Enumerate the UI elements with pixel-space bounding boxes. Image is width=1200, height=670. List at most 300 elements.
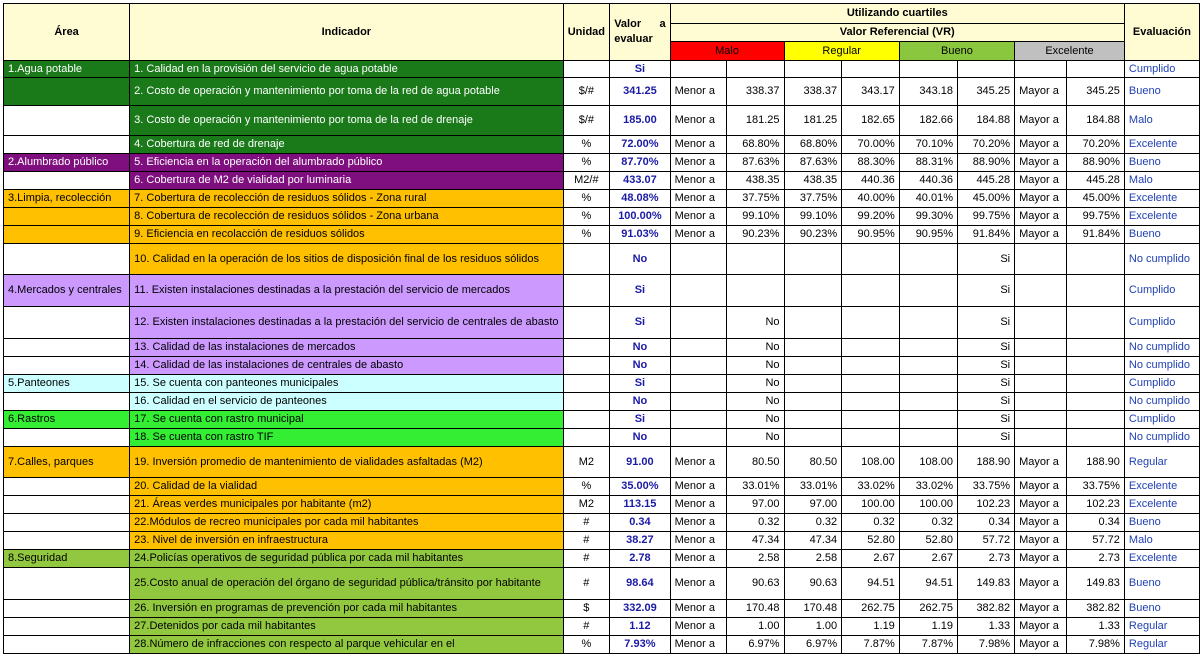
regular-low-cell: 2.58 [784, 550, 842, 568]
malo-value-cell: 87.63% [726, 154, 784, 172]
bueno-low-cell: 1.19 [899, 618, 957, 636]
excelente-value-cell [1067, 375, 1125, 393]
evaluation-cell: Cumplido [1124, 61, 1199, 78]
indicator-cell: 9. Eficiencia en recolacción de residuos sólidos [130, 226, 563, 244]
value-cell: 7.93% [610, 636, 670, 654]
malo-label-cell: Menor a [670, 478, 726, 496]
regular-high-cell: 2.67 [842, 550, 900, 568]
excelente-label-cell [1015, 244, 1067, 275]
bueno-low-cell [899, 275, 957, 307]
bueno-high-cell: 57.72 [958, 532, 1015, 550]
evaluation-cell: Cumplido [1124, 411, 1199, 429]
evaluation-cell: No cumplido [1124, 339, 1199, 357]
value-cell: 98.64 [610, 568, 670, 600]
malo-value-cell: 438.35 [726, 172, 784, 190]
excelente-value-cell: 1.33 [1067, 618, 1125, 636]
regular-high-cell: 440.36 [842, 172, 900, 190]
excelente-value-cell: 149.83 [1067, 568, 1125, 600]
bueno-high-cell: 445.28 [958, 172, 1015, 190]
table-row [4, 78, 1200, 106]
table-row [4, 496, 1200, 514]
regular-low-cell [784, 375, 842, 393]
bueno-low-cell [899, 244, 957, 275]
regular-low-cell [784, 244, 842, 275]
bueno-low-cell [899, 307, 957, 339]
indicator-cell: 2. Costo de operación y mantenimiento por toma de la red de agua potable [130, 78, 563, 106]
bueno-low-cell [899, 357, 957, 375]
bueno-high-cell: 102.23 [958, 496, 1015, 514]
table-row [4, 275, 1200, 307]
regular-low-cell: 90.23% [784, 226, 842, 244]
evaluation-cell: Cumplido [1124, 375, 1199, 393]
malo-label-cell: Menor a [670, 78, 726, 106]
bueno-high-cell: Si [958, 411, 1015, 429]
table-row [4, 61, 1200, 78]
band-excelente: Excelente [1015, 42, 1125, 61]
table-row [4, 636, 1200, 654]
area-cell [4, 618, 130, 636]
malo-label-cell [670, 244, 726, 275]
indicator-cell: 14. Calidad de las instalaciones de centrales de abasto [130, 357, 563, 375]
malo-value-cell: No [726, 393, 784, 411]
value-cell: 113.15 [610, 496, 670, 514]
malo-label-cell: Menor a [670, 532, 726, 550]
regular-low-cell: 0.32 [784, 514, 842, 532]
evaluation-cell: No cumplido [1124, 393, 1199, 411]
bueno-low-cell [899, 375, 957, 393]
malo-label-cell [670, 339, 726, 357]
value-cell: No [610, 244, 670, 275]
bueno-high-cell: 188.90 [958, 447, 1015, 478]
regular-low-cell [784, 339, 842, 357]
indicator-cell: 24.Policías operativos de seguridad pública por cada mil habitantes [130, 550, 563, 568]
header-utilizando-cuartiles: Utilizando cuartiles [670, 4, 1124, 24]
unit-cell: # [563, 568, 610, 600]
unit-cell [563, 411, 610, 429]
excelente-label-cell [1015, 375, 1067, 393]
regular-high-cell: 94.51 [842, 568, 900, 600]
unit-cell: % [563, 478, 610, 496]
area-cell: 5.Panteones [4, 375, 130, 393]
table-row [4, 447, 1200, 478]
excelente-value-cell [1067, 307, 1125, 339]
excelente-value-cell: 7.98% [1067, 636, 1125, 654]
table-row [4, 375, 1200, 393]
malo-value-cell: 80.50 [726, 447, 784, 478]
area-cell: 3.Limpia, recolección [4, 190, 130, 208]
evaluation-cell: Malo [1124, 106, 1199, 136]
malo-label-cell: Menor a [670, 447, 726, 478]
evaluation-cell: Excelente [1124, 550, 1199, 568]
malo-value-cell: 1.00 [726, 618, 784, 636]
excelente-value-cell [1067, 339, 1125, 357]
malo-value-cell: No [726, 357, 784, 375]
indicator-cell: 6. Cobertura de M2 de vialidad por luminaria [130, 172, 563, 190]
bueno-high-cell: 33.75% [958, 478, 1015, 496]
bueno-low-cell: 88.31% [899, 154, 957, 172]
evaluation-cell: Bueno [1124, 226, 1199, 244]
regular-high-cell: 343.17 [842, 78, 900, 106]
header-unidad: Unidad [563, 4, 610, 61]
regular-low-cell [784, 275, 842, 307]
excelente-value-cell: 45.00% [1067, 190, 1125, 208]
value-cell: 332.09 [610, 600, 670, 618]
regular-high-cell [842, 244, 900, 275]
regular-high-cell [842, 275, 900, 307]
regular-low-cell [784, 307, 842, 339]
regular-high-cell: 52.80 [842, 532, 900, 550]
regular-high-cell: 40.00% [842, 190, 900, 208]
value-cell: 0.34 [610, 514, 670, 532]
regular-high-cell [842, 393, 900, 411]
excelente-value-cell: 88.90% [1067, 154, 1125, 172]
malo-value-cell: 170.48 [726, 600, 784, 618]
malo-label-cell [670, 411, 726, 429]
malo-label-cell: Menor a [670, 600, 726, 618]
excelente-value-cell [1067, 244, 1125, 275]
malo-value-cell: 37.75% [726, 190, 784, 208]
area-cell: 6.Rastros [4, 411, 130, 429]
regular-high-cell [842, 357, 900, 375]
unit-cell: # [563, 550, 610, 568]
malo-label-cell: Menor a [670, 226, 726, 244]
indicator-cell: 17. Se cuenta con rastro municipal [130, 411, 563, 429]
area-cell [4, 496, 130, 514]
malo-value-cell [726, 61, 784, 78]
regular-high-cell: 33.02% [842, 478, 900, 496]
value-cell: No [610, 393, 670, 411]
evaluation-cell: Cumplido [1124, 275, 1199, 307]
regular-high-cell: 108.00 [842, 447, 900, 478]
value-cell: 100.00% [610, 208, 670, 226]
value-cell: Si [610, 411, 670, 429]
indicator-cell: 7. Cobertura de recolección de residuos sólidos - Zona rural [130, 190, 563, 208]
band-bueno: Bueno [899, 42, 1014, 61]
malo-value-cell: No [726, 339, 784, 357]
bueno-high-cell: Si [958, 393, 1015, 411]
regular-high-cell: 90.95% [842, 226, 900, 244]
table-row [4, 618, 1200, 636]
bueno-low-cell: 40.01% [899, 190, 957, 208]
bueno-high-cell: 91.84% [958, 226, 1015, 244]
regular-low-cell: 37.75% [784, 190, 842, 208]
value-cell: 341.25 [610, 78, 670, 106]
unit-cell [563, 275, 610, 307]
value-cell: Si [610, 307, 670, 339]
table-row [4, 339, 1200, 357]
band-regular: Regular [784, 42, 899, 61]
excelente-label-cell [1015, 61, 1067, 78]
area-cell [4, 226, 130, 244]
malo-value-cell: 68.80% [726, 136, 784, 154]
excelente-value-cell [1067, 429, 1125, 447]
excelente-value-cell: 188.90 [1067, 447, 1125, 478]
bueno-high-cell: 99.75% [958, 208, 1015, 226]
malo-value-cell: 47.34 [726, 532, 784, 550]
regular-low-cell [784, 429, 842, 447]
bueno-high-cell: Si [958, 375, 1015, 393]
bueno-high-cell: Si [958, 339, 1015, 357]
value-cell: 38.27 [610, 532, 670, 550]
evaluation-cell: No cumplido [1124, 244, 1199, 275]
malo-value-cell: 6.97% [726, 636, 784, 654]
indicator-cell: 3. Costo de operación y mantenimiento por toma de la red de drenaje [130, 106, 563, 136]
excelente-value-cell: 33.75% [1067, 478, 1125, 496]
regular-high-cell: 1.19 [842, 618, 900, 636]
evaluation-cell: Excelente [1124, 208, 1199, 226]
table-row [4, 478, 1200, 496]
table-row [4, 514, 1200, 532]
area-cell [4, 532, 130, 550]
table-row [4, 532, 1200, 550]
value-cell: Si [610, 275, 670, 307]
area-cell [4, 244, 130, 275]
regular-high-cell: 262.75 [842, 600, 900, 618]
bueno-low-cell [899, 339, 957, 357]
value-cell: 91.00 [610, 447, 670, 478]
malo-label-cell: Menor a [670, 106, 726, 136]
indicator-cell: 28.Número de infracciones con respecto al parque vehicular en el [130, 636, 563, 654]
table-row [4, 106, 1200, 136]
unit-cell: % [563, 636, 610, 654]
evaluation-cell: Regular [1124, 636, 1199, 654]
excelente-value-cell: 70.20% [1067, 136, 1125, 154]
area-cell [4, 478, 130, 496]
excelente-label-cell: Mayor a [1015, 208, 1067, 226]
excelente-value-cell: 99.75% [1067, 208, 1125, 226]
regular-low-cell: 80.50 [784, 447, 842, 478]
excelente-value-cell [1067, 411, 1125, 429]
excelente-value-cell: 445.28 [1067, 172, 1125, 190]
bueno-high-cell: Si [958, 244, 1015, 275]
bueno-high-cell: 149.83 [958, 568, 1015, 600]
bueno-low-cell [899, 61, 957, 78]
bueno-high-cell: Si [958, 357, 1015, 375]
regular-low-cell: 68.80% [784, 136, 842, 154]
value-cell: 1.12 [610, 618, 670, 636]
excelente-value-cell: 102.23 [1067, 496, 1125, 514]
area-cell [4, 600, 130, 618]
indicator-cell: 13. Calidad de las instalaciones de mercados [130, 339, 563, 357]
indicator-cell: 5. Eficiencia en la operación del alumbrado público [130, 154, 563, 172]
unit-cell: M2 [563, 447, 610, 478]
band-malo: Malo [670, 42, 784, 61]
excelente-label-cell [1015, 411, 1067, 429]
regular-low-cell [784, 393, 842, 411]
area-cell [4, 106, 130, 136]
excelente-label-cell: Mayor a [1015, 78, 1067, 106]
evaluation-cell: Excelente [1124, 136, 1199, 154]
indicator-cell: 22.Módulos de recreo municipales por cada mil habitantes [130, 514, 563, 532]
malo-value-cell: 90.63 [726, 568, 784, 600]
evaluation-cell: No cumplido [1124, 357, 1199, 375]
bueno-low-cell: 440.36 [899, 172, 957, 190]
bueno-low-cell [899, 429, 957, 447]
value-cell: 35.00% [610, 478, 670, 496]
area-cell [4, 307, 130, 339]
evaluation-cell: Regular [1124, 447, 1199, 478]
bueno-high-cell: 88.90% [958, 154, 1015, 172]
unit-cell [563, 61, 610, 78]
indicator-cell: 4. Cobertura de red de drenaje [130, 136, 563, 154]
value-cell: No [610, 339, 670, 357]
bueno-high-cell: Si [958, 429, 1015, 447]
unit-cell: M2 [563, 496, 610, 514]
regular-low-cell: 33.01% [784, 478, 842, 496]
table-row [4, 244, 1200, 275]
regular-low-cell: 181.25 [784, 106, 842, 136]
indicator-cell: 20. Calidad de la vialidad [130, 478, 563, 496]
regular-high-cell: 88.30% [842, 154, 900, 172]
regular-high-cell [842, 429, 900, 447]
malo-value-cell: 33.01% [726, 478, 784, 496]
table-row [4, 393, 1200, 411]
excelente-label-cell [1015, 357, 1067, 375]
regular-low-cell [784, 357, 842, 375]
table-row [4, 411, 1200, 429]
excelente-value-cell: 382.82 [1067, 600, 1125, 618]
excelente-label-cell: Mayor a [1015, 514, 1067, 532]
bueno-high-cell [958, 61, 1015, 78]
table-row [4, 357, 1200, 375]
indicator-cell: 23. Nivel de inversión en infraestructura [130, 532, 563, 550]
indicator-cell: 15. Se cuenta con panteones municipales [130, 375, 563, 393]
regular-low-cell: 87.63% [784, 154, 842, 172]
malo-label-cell [670, 375, 726, 393]
excelente-label-cell: Mayor a [1015, 478, 1067, 496]
indicator-cell: 27.Detenidos por cada mil habitantes [130, 618, 563, 636]
table-row [4, 172, 1200, 190]
regular-high-cell: 100.00 [842, 496, 900, 514]
bueno-high-cell: 382.82 [958, 600, 1015, 618]
bueno-high-cell: Si [958, 307, 1015, 339]
indicator-cell: 16. Calidad en el servicio de panteones [130, 393, 563, 411]
table-row [4, 190, 1200, 208]
regular-high-cell [842, 61, 900, 78]
value-cell: No [610, 357, 670, 375]
area-cell [4, 208, 130, 226]
excelente-value-cell [1067, 357, 1125, 375]
malo-label-cell [670, 307, 726, 339]
malo-label-cell: Menor a [670, 136, 726, 154]
malo-value-cell: 338.37 [726, 78, 784, 106]
area-cell: 7.Calles, parques [4, 447, 130, 478]
excelente-value-cell [1067, 61, 1125, 78]
table-row [4, 550, 1200, 568]
malo-label-cell: Menor a [670, 172, 726, 190]
bueno-low-cell: 100.00 [899, 496, 957, 514]
area-cell: 1.Agua potable [4, 61, 130, 78]
table-row [4, 307, 1200, 339]
evaluation-cell: Bueno [1124, 568, 1199, 600]
header-valor-referencial: Valor Referencial (VR) [670, 24, 1124, 42]
excelente-value-cell: 0.34 [1067, 514, 1125, 532]
area-cell [4, 172, 130, 190]
evaluation-cell: Bueno [1124, 514, 1199, 532]
value-cell: 433.07 [610, 172, 670, 190]
malo-label-cell: Menor a [670, 496, 726, 514]
header-evaluar-word: evaluar [614, 33, 653, 45]
unit-cell [563, 357, 610, 375]
excelente-label-cell: Mayor a [1015, 532, 1067, 550]
bueno-high-cell: 7.98% [958, 636, 1015, 654]
unit-cell [563, 393, 610, 411]
table-row [4, 136, 1200, 154]
header-indicador: Indicador [130, 4, 563, 61]
header-a-word: a [659, 18, 666, 30]
indicator-cell: 8. Cobertura de recolección de residuos sólidos - Zona urbana [130, 208, 563, 226]
bueno-high-cell: 70.20% [958, 136, 1015, 154]
malo-value-cell: 0.32 [726, 514, 784, 532]
area-cell: 4.Mercados y centrales [4, 275, 130, 307]
regular-high-cell: 7.87% [842, 636, 900, 654]
bueno-low-cell: 33.02% [899, 478, 957, 496]
regular-high-cell [842, 411, 900, 429]
malo-label-cell [670, 393, 726, 411]
excelente-label-cell: Mayor a [1015, 172, 1067, 190]
excelente-label-cell: Mayor a [1015, 106, 1067, 136]
value-cell: 87.70% [610, 154, 670, 172]
malo-label-cell [670, 275, 726, 307]
area-cell [4, 357, 130, 375]
excelente-label-cell [1015, 307, 1067, 339]
indicator-cell: 18. Se cuenta con rastro TIF [130, 429, 563, 447]
evaluation-cell: Bueno [1124, 154, 1199, 172]
indicator-cell: 11. Existen instalaciones destinadas a la prestación del servicio de mercados [130, 275, 563, 307]
malo-label-cell: Menor a [670, 550, 726, 568]
area-cell [4, 393, 130, 411]
evaluation-cell: Regular [1124, 618, 1199, 636]
excelente-label-cell [1015, 339, 1067, 357]
excelente-value-cell: 184.88 [1067, 106, 1125, 136]
indicator-cell: 26. Inversión en programas de prevención por cada mil habitantes [130, 600, 563, 618]
excelente-label-cell: Mayor a [1015, 154, 1067, 172]
unit-cell: % [563, 208, 610, 226]
malo-value-cell: No [726, 411, 784, 429]
excelente-label-cell [1015, 275, 1067, 307]
malo-value-cell: No [726, 307, 784, 339]
area-cell [4, 568, 130, 600]
bueno-low-cell: 94.51 [899, 568, 957, 600]
excelente-value-cell: 57.72 [1067, 532, 1125, 550]
area-cell [4, 339, 130, 357]
header-valor-a-evaluar [610, 4, 670, 61]
evaluation-cell: Excelente [1124, 496, 1199, 514]
regular-low-cell: 170.48 [784, 600, 842, 618]
unit-cell: # [563, 514, 610, 532]
indicator-table [3, 3, 1200, 654]
bueno-low-cell: 90.95% [899, 226, 957, 244]
evaluation-cell: Bueno [1124, 600, 1199, 618]
indicator-cell: 19. Inversión promedio de mantenimiento de vialidades asfaltadas (M2) [130, 447, 563, 478]
unit-cell: % [563, 154, 610, 172]
table-row [4, 600, 1200, 618]
bueno-high-cell: 45.00% [958, 190, 1015, 208]
area-cell: 8.Seguridad [4, 550, 130, 568]
excelente-label-cell: Mayor a [1015, 600, 1067, 618]
bueno-high-cell: 0.34 [958, 514, 1015, 532]
excelente-label-cell: Mayor a [1015, 568, 1067, 600]
malo-value-cell: 181.25 [726, 106, 784, 136]
regular-high-cell: 99.20% [842, 208, 900, 226]
unit-cell [563, 307, 610, 339]
bueno-low-cell: 262.75 [899, 600, 957, 618]
regular-low-cell: 338.37 [784, 78, 842, 106]
bueno-low-cell: 2.67 [899, 550, 957, 568]
regular-high-cell [842, 375, 900, 393]
table-row [4, 154, 1200, 172]
bueno-low-cell: 70.10% [899, 136, 957, 154]
